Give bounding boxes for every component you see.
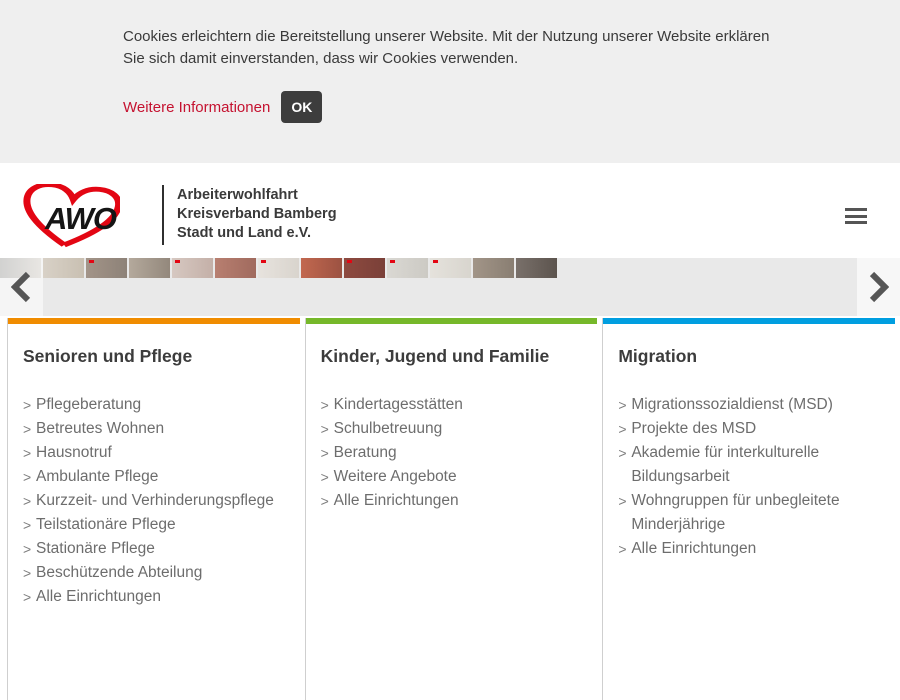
chevron-right-icon: >: [23, 397, 32, 413]
link-label: Weitere Angebote: [333, 468, 457, 485]
chevron-right-icon: >: [23, 541, 32, 557]
org-line2: Kreisverband Bamberg: [177, 206, 337, 222]
carousel-thumbnail[interactable]: [430, 258, 471, 278]
chevron-right-icon: >: [618, 493, 627, 509]
link-label: Betreutes Wohnen: [36, 420, 165, 437]
carousel-prev-button[interactable]: [0, 258, 43, 316]
chevron-right-icon: >: [320, 421, 329, 437]
carousel-thumbnail[interactable]: [344, 258, 385, 278]
category-link[interactable]: [321, 393, 595, 417]
link-label: Hausnotruf: [36, 444, 112, 461]
link-list: [321, 393, 595, 513]
thumbnail-logo-mark: [261, 260, 266, 263]
chevron-right-icon: >: [320, 493, 329, 509]
chevron-right-icon: >: [618, 541, 627, 557]
chevron-right-icon: >: [320, 445, 329, 461]
logo-divider: [162, 185, 164, 245]
category-link[interactable]: [23, 561, 297, 585]
image-carousel: [0, 258, 900, 316]
column-senioren-und-pflege: [7, 318, 305, 700]
carousel-thumbnail[interactable]: [172, 258, 213, 278]
accent-bar-green: [306, 318, 598, 324]
column-migration: [602, 318, 900, 700]
chevron-right-icon: >: [320, 397, 329, 413]
org-line3: Stadt und Land e.V.: [177, 225, 312, 241]
link-label: Wohngruppen für unbegleitete Minderjährige: [631, 492, 840, 533]
carousel-thumbnail[interactable]: [258, 258, 299, 278]
link-list: [23, 393, 297, 609]
cookie-message-line1: Cookies erleichtern die Bereitstellung unserer Website. Mit der Nutzung unserer Website erklären: [123, 28, 770, 45]
link-label: Akademie für interkulturelle Bildungsarbeit: [631, 444, 820, 485]
carousel-thumbnail[interactable]: [215, 258, 256, 278]
cookie-message: [123, 26, 769, 70]
link-label: Projekte des MSD: [631, 420, 757, 437]
chevron-right-icon: >: [23, 445, 32, 461]
thumbnail-logo-mark: [390, 260, 395, 263]
link-label: Beschützende Abteilung: [36, 564, 203, 581]
thumbnail-logo-mark: [433, 260, 438, 263]
link-label: Alle Einrichtungen: [333, 492, 459, 509]
cookie-ok-button[interactable]: OK: [281, 91, 322, 123]
category-link[interactable]: [23, 441, 297, 465]
link-label: Migrationssozialdienst (MSD): [631, 396, 833, 413]
link-label: Alle Einrichtungen: [36, 588, 161, 605]
site-header: [0, 163, 900, 258]
link-label: Stationäre Pflege: [36, 540, 155, 557]
link-label: Kurzzeit- und Verhinderungspflege: [36, 492, 274, 509]
chevron-right-icon: >: [23, 469, 32, 485]
chevron-right-icon: >: [23, 565, 32, 581]
chevron-right-icon: >: [23, 517, 32, 533]
category-link[interactable]: [321, 417, 595, 441]
carousel-thumbnail[interactable]: [129, 258, 170, 278]
link-label: Kindertagesstätten: [333, 396, 463, 413]
cookie-banner: [0, 0, 900, 163]
carousel-thumbnail[interactable]: [387, 258, 428, 278]
column-kinder-jugend-familie: [305, 318, 603, 700]
category-link[interactable]: [23, 489, 297, 513]
org-line1: Arbeiterwohlfahrt: [177, 187, 298, 203]
carousel-next-button[interactable]: [857, 258, 900, 316]
link-label: Alle Einrichtungen: [631, 540, 757, 557]
more-info-link[interactable]: Weitere Informationen: [123, 98, 271, 116]
thumbnail-logo-mark: [89, 260, 94, 263]
column-title: Kinder, Jugend und Familie: [320, 346, 550, 366]
category-link[interactable]: [23, 393, 297, 417]
logo-wordmark: [177, 186, 337, 243]
carousel-thumbnail[interactable]: [516, 258, 557, 278]
chevron-right-icon: >: [618, 421, 627, 437]
category-link[interactable]: [23, 513, 297, 537]
carousel-thumbnail[interactable]: [86, 258, 127, 278]
link-label: Ambulante Pflege: [36, 468, 159, 485]
menu-bar-icon: [845, 221, 867, 224]
category-link[interactable]: [321, 489, 595, 513]
accent-bar-blue: [603, 318, 895, 324]
menu-bar-icon: [845, 215, 867, 218]
awo-logo[interactable]: [20, 184, 365, 248]
link-label: Beratung: [333, 444, 397, 461]
accent-bar-orange: [8, 318, 300, 324]
link-label: Pflegeberatung: [36, 396, 142, 413]
category-link[interactable]: [618, 417, 892, 441]
cookie-actions: [123, 91, 322, 123]
category-link[interactable]: [23, 585, 297, 609]
category-link[interactable]: [23, 465, 297, 489]
category-link[interactable]: [23, 417, 297, 441]
category-link[interactable]: [618, 537, 892, 561]
link-label: Teilstationäre Pflege: [36, 516, 176, 533]
chevron-right-icon: >: [23, 493, 32, 509]
chevron-left-icon: [11, 271, 32, 303]
chevron-right-icon: >: [23, 589, 32, 605]
category-columns: [0, 318, 900, 700]
carousel-thumbnail[interactable]: [43, 258, 84, 278]
chevron-right-icon: >: [320, 469, 329, 485]
link-label: Schulbetreuung: [333, 420, 443, 437]
thumbnail-logo-mark: [347, 260, 352, 263]
category-link[interactable]: [321, 465, 595, 489]
cookie-message-line2: Sie sich damit einverstanden, dass wir Cookies verwenden.: [123, 50, 519, 67]
carousel-thumbnails: [0, 258, 557, 278]
logo-acronym: AWO: [45, 201, 117, 236]
category-link[interactable]: [618, 393, 892, 417]
carousel-thumbnail[interactable]: [301, 258, 342, 278]
category-link[interactable]: [23, 537, 297, 561]
thumbnail-logo-mark: [175, 260, 180, 263]
chevron-right-icon: >: [23, 421, 32, 437]
menu-bar-icon: [845, 208, 867, 211]
category-link[interactable]: [618, 489, 892, 537]
chevron-right-icon: >: [618, 445, 627, 461]
category-link[interactable]: [618, 441, 892, 489]
chevron-right-icon: >: [618, 397, 627, 413]
column-title: Senioren und Pflege: [23, 346, 193, 366]
column-title: Migration: [618, 346, 698, 366]
category-link[interactable]: [321, 441, 595, 465]
carousel-thumbnail[interactable]: [473, 258, 514, 278]
link-list: [618, 393, 892, 561]
menu-toggle-button[interactable]: [845, 208, 867, 224]
chevron-right-icon: [868, 271, 889, 303]
